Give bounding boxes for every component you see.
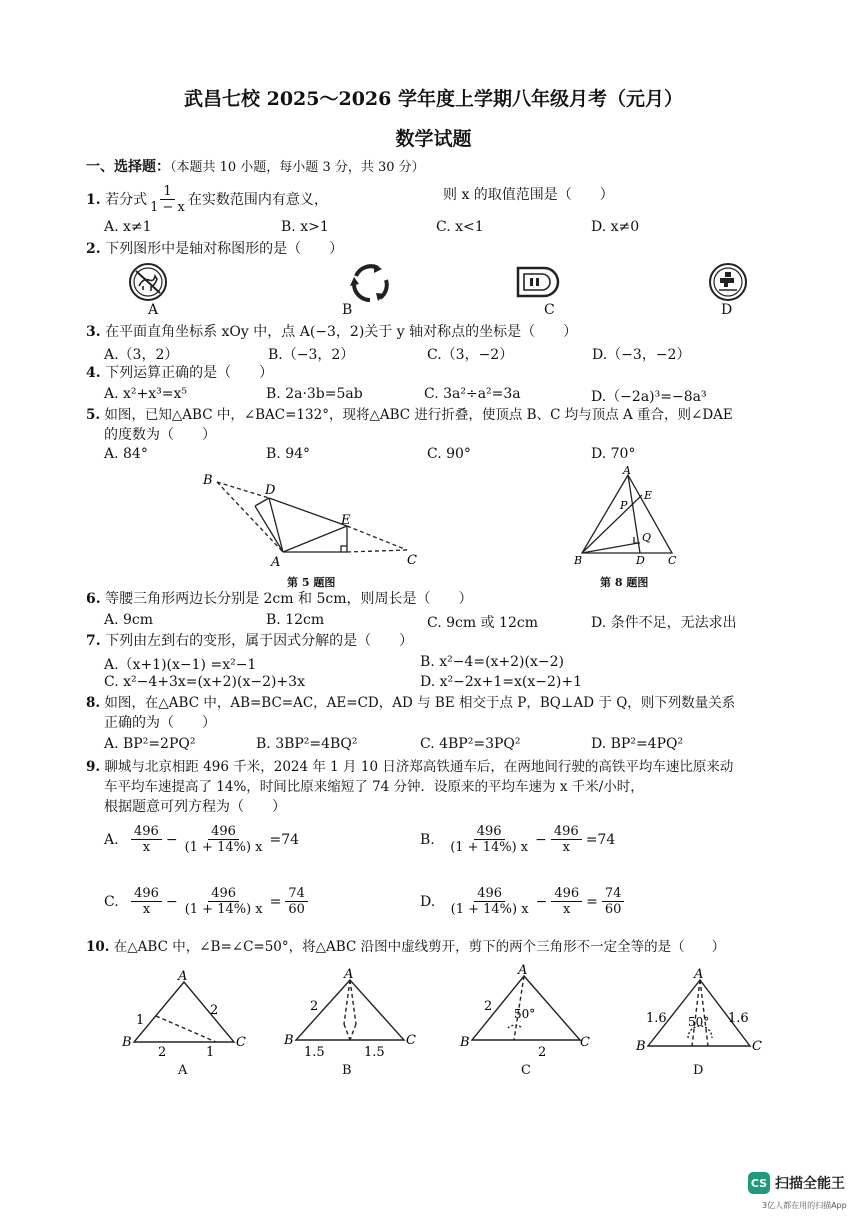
question-text: 在平面直角坐标系 xOy 中，点 A(−3，2)关于 y 轴对称点的坐标是（ ） bbox=[105, 324, 578, 340]
q2-label-a[interactable]: A bbox=[148, 302, 159, 318]
option-a[interactable]: A. BP²=2PQ² bbox=[104, 736, 196, 752]
vertex-label: C bbox=[406, 1033, 416, 1048]
minus-sign: − bbox=[535, 831, 547, 848]
vertex-label: A bbox=[344, 967, 354, 982]
question-1 bbox=[86, 184, 328, 215]
point-label: A bbox=[271, 555, 281, 570]
section-heading bbox=[86, 158, 425, 177]
question-number: 10. bbox=[86, 939, 110, 955]
point-label: Q bbox=[642, 531, 652, 544]
option-c[interactable]: C. x<1 bbox=[436, 219, 484, 235]
q10-figure-b[interactable] bbox=[280, 966, 420, 1058]
option-a[interactable]: A. 84° bbox=[104, 446, 148, 462]
q10-label-a[interactable]: A bbox=[178, 1063, 188, 1078]
minus-sign: − bbox=[535, 893, 548, 910]
question-10 bbox=[86, 938, 725, 956]
figure-8 bbox=[570, 465, 690, 570]
option-d[interactable]: D. 条件不足，无法求出 bbox=[591, 615, 737, 631]
angle-label: 50° bbox=[688, 1015, 710, 1029]
option-c[interactable]: C. 9cm 或 12cm bbox=[427, 615, 538, 631]
scanner-watermark bbox=[748, 1172, 845, 1194]
question-text: 的度数为（ ） bbox=[104, 427, 216, 443]
minus-sign: − bbox=[165, 831, 178, 848]
fraction-denominator: 60 bbox=[288, 902, 305, 917]
fraction-numerator: 496 bbox=[551, 824, 582, 840]
minus-sign: − bbox=[165, 893, 178, 910]
scanner-tagline: 3亿人都在用的扫描App bbox=[762, 1201, 847, 1210]
length-label: 1 bbox=[206, 1045, 215, 1058]
angle-label: 50° bbox=[514, 1007, 536, 1021]
vertex-label: B bbox=[460, 1035, 470, 1050]
option-b[interactable]: B.（−3，2） bbox=[268, 347, 355, 363]
exam-title: 武昌七校 2025～2026 学年度上学期八年级月考（元月） bbox=[184, 88, 683, 110]
question-number: 8. bbox=[86, 695, 101, 711]
question-number: 1. bbox=[86, 191, 101, 208]
fraction-denominator: 1 − x bbox=[150, 200, 185, 215]
fraction-numerator: 496 bbox=[208, 824, 239, 840]
option-c[interactable] bbox=[104, 886, 308, 917]
vertex-label: A bbox=[178, 969, 188, 984]
option-b[interactable]: B. x²−4=(x+2)(x−2) bbox=[420, 654, 564, 670]
fraction-denominator: x bbox=[563, 902, 571, 917]
fraction-numerator: 496 bbox=[551, 886, 582, 902]
option-d[interactable]: D. 70° bbox=[591, 446, 636, 462]
question-number: 6. bbox=[86, 591, 101, 607]
fraction bbox=[602, 886, 625, 917]
vertex-label: C bbox=[236, 1035, 246, 1050]
vertex-label: A bbox=[518, 963, 528, 978]
option-b[interactable]: B. 3BP²=4BQ² bbox=[256, 736, 358, 752]
fraction-numerator: 496 bbox=[208, 886, 239, 902]
point-label: P bbox=[620, 499, 628, 512]
fraction bbox=[182, 886, 266, 917]
length-label: 1.6 bbox=[646, 1011, 667, 1026]
option-c[interactable]: C. 90° bbox=[427, 446, 471, 462]
fraction-denominator: (1 + 14%) x bbox=[184, 840, 263, 855]
question-number: 4. bbox=[86, 365, 101, 381]
option-b[interactable]: B. 12cm bbox=[266, 612, 325, 628]
fraction bbox=[182, 824, 266, 855]
length-label: 2 bbox=[538, 1045, 547, 1058]
point-label: D bbox=[265, 483, 276, 498]
option-a[interactable] bbox=[104, 824, 299, 855]
option-b[interactable]: B. 94° bbox=[266, 446, 311, 462]
q10-label-c[interactable]: C bbox=[521, 1063, 531, 1078]
question-number: 5. bbox=[86, 407, 101, 423]
question-3 bbox=[86, 323, 577, 341]
question-text: 聊城与北京相距 496 千米，2024 年 1 月 10 日济郑高铁通车后，在两地间行驶的高铁平均车速比原来动 bbox=[104, 759, 734, 775]
question-5 bbox=[86, 406, 733, 424]
exam-subtitle: 数学试题 bbox=[395, 128, 472, 150]
fraction-numerator: 74 bbox=[285, 886, 308, 902]
q10-figure-a[interactable] bbox=[118, 968, 248, 1058]
option-a[interactable]: A. x²+x³=x⁵ bbox=[104, 386, 187, 402]
scanner-logo-icon: CS bbox=[748, 1172, 770, 1194]
length-label: 1.6 bbox=[728, 1011, 749, 1026]
equation-rhs: =74 bbox=[585, 831, 616, 848]
question-text: 如图，已知△ABC 中，∠BAC=132°，现将△ABC 进行折叠，使顶点 B、C 均与顶点 A 重合，则∠DAE bbox=[104, 407, 733, 423]
question-text: 则 x 的取值范围是（ ） bbox=[443, 187, 614, 203]
fraction-denominator: x bbox=[142, 840, 151, 855]
option-c[interactable]: C. 4BP²=3PQ² bbox=[420, 736, 521, 752]
question-text: 如图，在△ABC 中，AB=BC=AC，AE=CD，AD 与 BE 相交于点 P，BQ⊥AD 于 Q，则下列数量关系 bbox=[104, 695, 736, 711]
point-label: E bbox=[644, 489, 653, 502]
fraction-denominator: (1 + 14%) x bbox=[450, 840, 529, 855]
fraction bbox=[285, 886, 308, 917]
point-label: E bbox=[341, 513, 351, 528]
q2-label-d[interactable]: D bbox=[721, 302, 733, 318]
fraction-numerator: 496 bbox=[131, 824, 162, 840]
option-a[interactable]: A.（3，2） bbox=[104, 347, 179, 363]
plug-socket-icon[interactable] bbox=[518, 268, 558, 296]
figure-5-caption: 第 5 题图 bbox=[287, 576, 336, 589]
question-text: 等腰三角形两边长分别是 2cm 和 5cm，则周长是（ ） bbox=[105, 591, 473, 607]
fraction-denominator: (1 + 14%) x bbox=[450, 902, 529, 917]
fraction-denominator: 60 bbox=[604, 902, 622, 917]
no-dog-icon[interactable] bbox=[130, 264, 166, 300]
recycle-arrows-icon[interactable] bbox=[350, 264, 387, 301]
question-number: 9. bbox=[86, 759, 101, 775]
section-note: （本题共 10 小题，每小题 3 分，共 30 分） bbox=[170, 160, 425, 175]
fraction-numerator: 496 bbox=[474, 886, 505, 902]
length-label: 2 bbox=[158, 1045, 167, 1058]
fraction-numerator: 496 bbox=[474, 824, 505, 840]
vertex-label: C bbox=[752, 1039, 762, 1054]
point-label: C bbox=[668, 554, 677, 567]
option-b[interactable]: B. 2a·3b=5ab bbox=[266, 386, 363, 402]
fraction-denominator: x bbox=[142, 902, 151, 917]
question-text: 下列图形中是轴对称图形的是（ ） bbox=[105, 241, 344, 257]
option-a[interactable]: A. x≠1 bbox=[104, 219, 152, 235]
option-label: B. bbox=[420, 831, 435, 848]
point-label: D bbox=[636, 554, 645, 567]
length-label: 2 bbox=[310, 999, 319, 1014]
option-d[interactable]: D.（−3，−2） bbox=[592, 347, 691, 363]
q2-label-c[interactable]: C bbox=[544, 302, 555, 318]
length-label: 1.5 bbox=[304, 1045, 325, 1058]
fraction-denominator: (1 + 14%) x bbox=[184, 902, 263, 917]
fraction bbox=[551, 824, 582, 855]
question-9 bbox=[86, 758, 733, 776]
option-b[interactable] bbox=[420, 824, 615, 855]
question-6 bbox=[86, 590, 472, 608]
option-label: D. bbox=[420, 893, 436, 910]
q10-label-d[interactable]: D bbox=[693, 1063, 704, 1078]
option-d[interactable]: D.（−2a)³=−8a³ bbox=[591, 389, 707, 405]
fraction bbox=[448, 886, 532, 917]
fraction bbox=[147, 184, 188, 215]
faucet-icon[interactable] bbox=[710, 264, 746, 300]
equals-sign: = bbox=[586, 893, 598, 910]
question-text: 下列运算正确的是（ ） bbox=[105, 365, 274, 381]
question-text: 根据题意可列方程为（ ） bbox=[104, 799, 286, 815]
question-4 bbox=[86, 364, 273, 382]
figure-8-caption: 第 8 题图 bbox=[600, 576, 649, 589]
equals-sign: = bbox=[269, 893, 282, 910]
equation-rhs: =74 bbox=[269, 831, 300, 848]
length-label: 2 bbox=[484, 999, 493, 1014]
question-text: 下列由左到右的变形，属于因式分解的是（ ） bbox=[105, 633, 414, 649]
question-text: 若分式 bbox=[105, 191, 148, 208]
option-c[interactable]: C. 3a²÷a²=3a bbox=[424, 386, 521, 402]
question-7 bbox=[86, 632, 413, 650]
vertex-label: A bbox=[694, 967, 704, 982]
question-number: 3. bbox=[86, 324, 101, 340]
question-text: 在实数范围内有意义， bbox=[187, 191, 328, 208]
option-d[interactable]: D. x≠0 bbox=[591, 219, 640, 235]
option-a[interactable]: A. 9cm bbox=[104, 612, 154, 628]
question-number: 2. bbox=[86, 241, 101, 257]
option-c[interactable]: C. x²−4+3x=(x+2)(x−2)+3x bbox=[104, 674, 305, 690]
length-label: 1.5 bbox=[364, 1045, 385, 1058]
question-text: 正确的为（ ） bbox=[104, 715, 216, 731]
question-text: 车平均车速提高了 14%，时间比原来缩短了 74 分钟．设原来的平均车速为 x 千米/小时， bbox=[104, 779, 644, 795]
point-label: B bbox=[203, 473, 213, 488]
fraction bbox=[131, 824, 162, 855]
option-a[interactable]: A.（x+1)(x−1) =x²−1 bbox=[104, 657, 257, 673]
fraction-numerator: 1 bbox=[160, 184, 174, 200]
fraction bbox=[131, 886, 162, 917]
question-number: 7. bbox=[86, 633, 101, 649]
question-2 bbox=[86, 240, 343, 258]
q2-label-b[interactable]: B bbox=[342, 302, 353, 318]
option-d[interactable]: D. BP²=4PQ² bbox=[591, 736, 684, 752]
q10-figure-c[interactable] bbox=[456, 962, 596, 1058]
q2-figures bbox=[120, 262, 770, 320]
fraction bbox=[551, 886, 582, 917]
length-label: 2 bbox=[210, 1003, 219, 1018]
option-c[interactable]: C.（3，−2） bbox=[427, 347, 514, 363]
point-label: C bbox=[407, 553, 417, 568]
q10-label-b[interactable]: B bbox=[342, 1063, 352, 1078]
fraction-numerator: 74 bbox=[602, 886, 625, 902]
point-label: B bbox=[574, 554, 583, 567]
point-label: A bbox=[623, 465, 631, 477]
fraction-numerator: 496 bbox=[131, 886, 162, 902]
option-label: A. bbox=[104, 831, 119, 848]
fraction bbox=[447, 824, 531, 855]
vertex-label: C bbox=[580, 1035, 590, 1050]
length-label: 1 bbox=[136, 1013, 145, 1028]
fraction-denominator: x bbox=[562, 840, 570, 855]
figure-5 bbox=[195, 470, 425, 570]
option-d[interactable] bbox=[420, 886, 624, 917]
option-d[interactable]: D. x²−2x+1=x(x−2)+1 bbox=[420, 674, 583, 690]
question-text: 在△ABC 中，∠B=∠C=50°，将△ABC 沿图中虚线剪开，剪下的两个三角形不一定全等的是（ ） bbox=[113, 939, 726, 955]
option-label: C. bbox=[104, 893, 119, 910]
vertex-label: B bbox=[122, 1035, 132, 1050]
section-title: 一、选择题： bbox=[86, 159, 170, 175]
vertex-label: B bbox=[636, 1039, 646, 1054]
option-b[interactable]: B. x>1 bbox=[281, 219, 329, 235]
q10-figure-d[interactable] bbox=[630, 966, 770, 1058]
scanner-brand: 扫描全能王 bbox=[775, 1176, 845, 1192]
vertex-label: B bbox=[284, 1033, 294, 1048]
question-8 bbox=[86, 694, 735, 712]
